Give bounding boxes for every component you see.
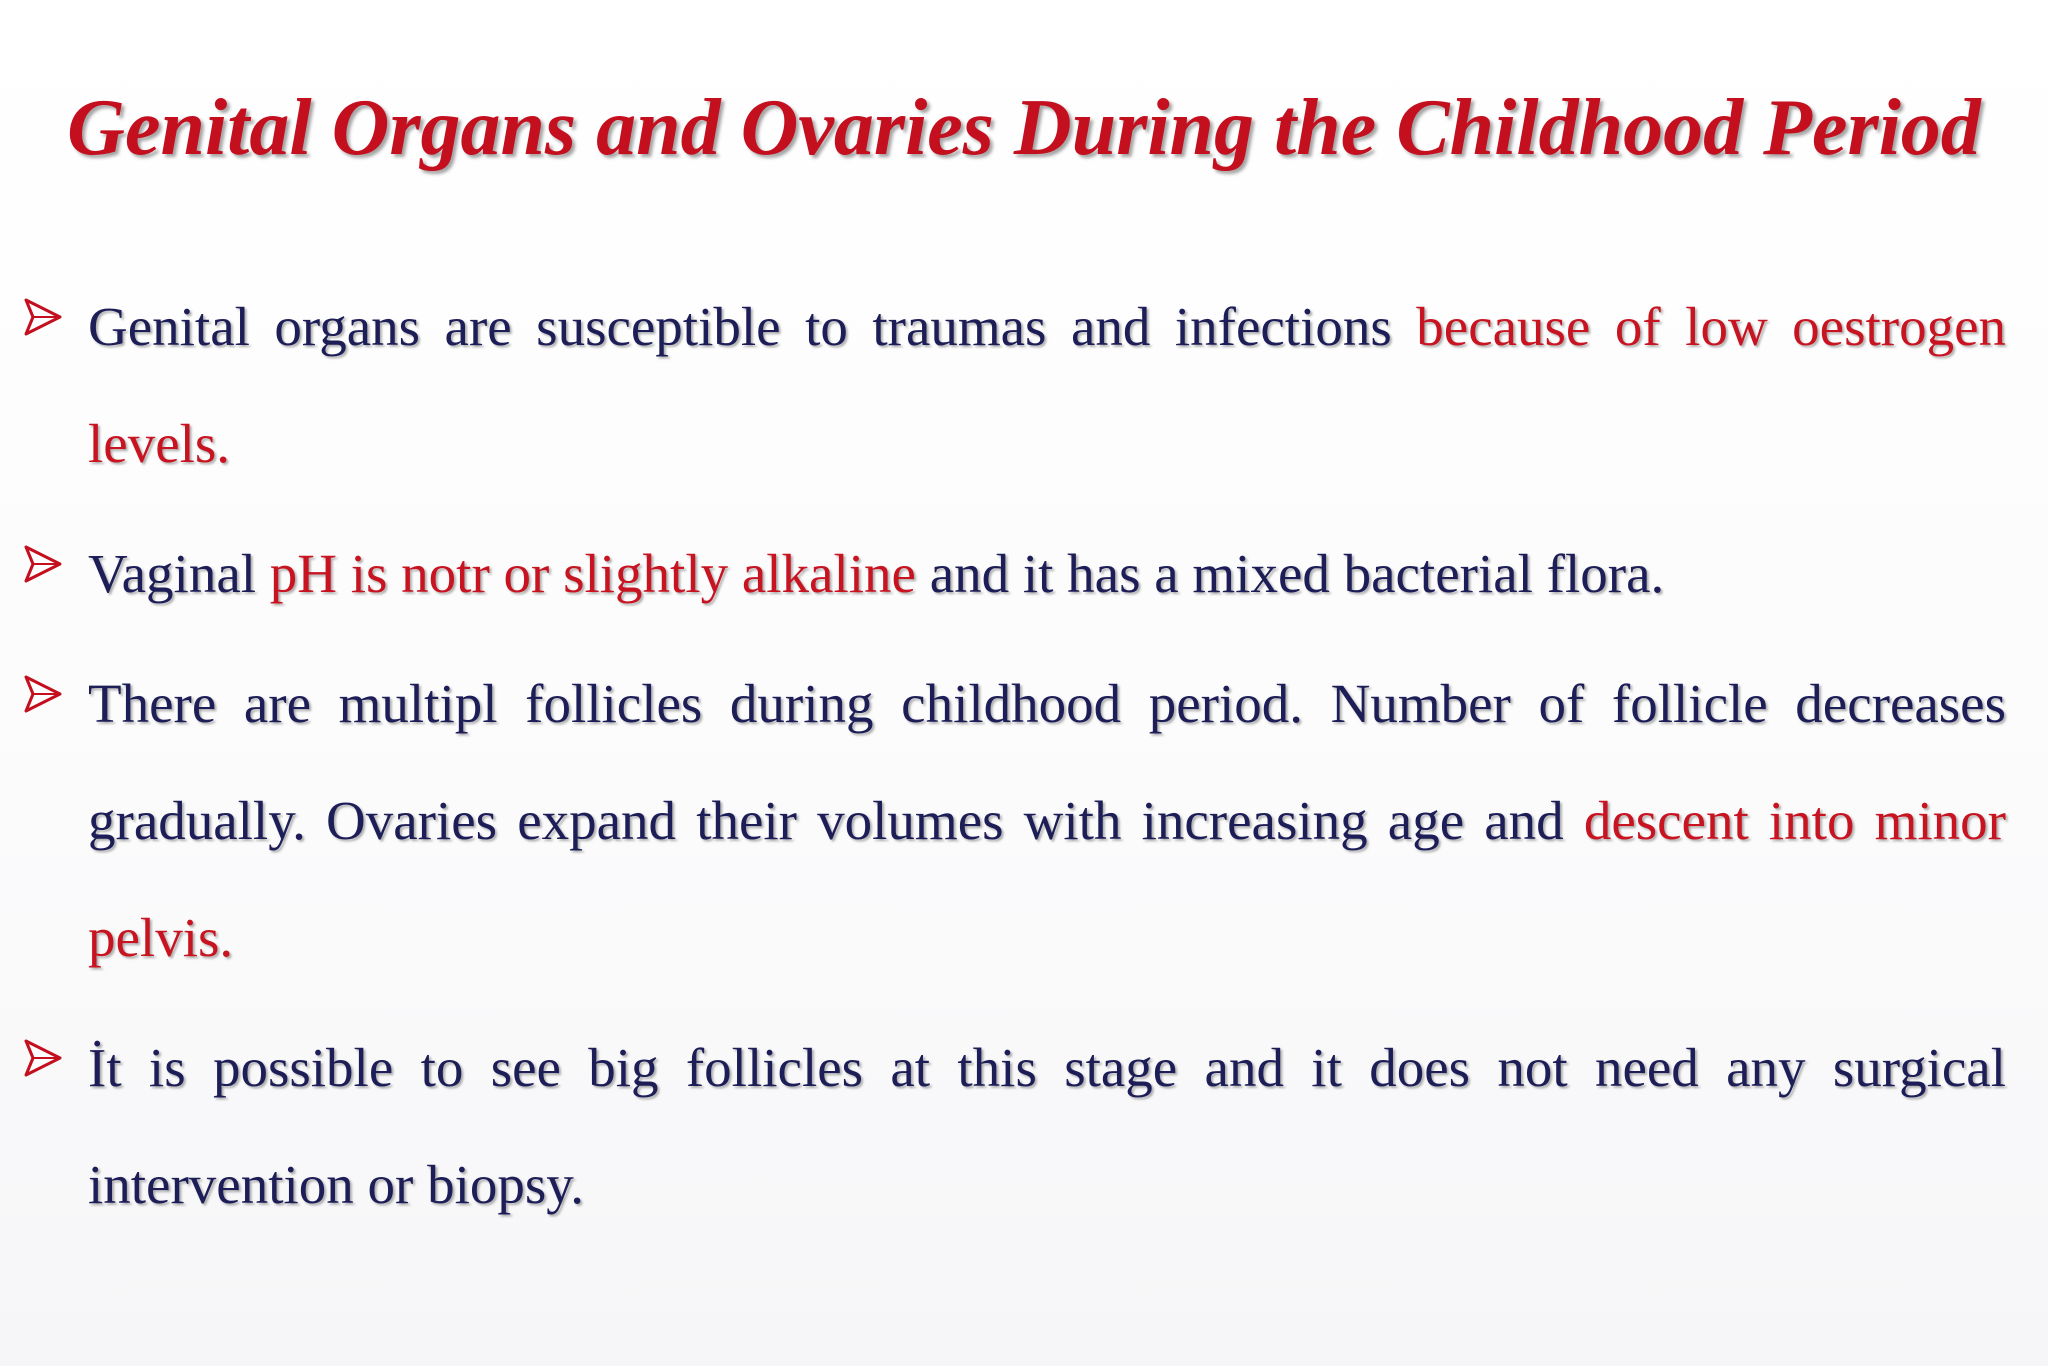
bullet-text (88, 645, 2006, 996)
bullet-item (0, 645, 2048, 996)
bullet-item (0, 515, 2048, 632)
slide-title: Genital Organs and Ovaries During the Childhood Period (67, 84, 1981, 172)
highlighted-text: descent into minor pelvis. (88, 790, 2006, 968)
bullet-text (88, 515, 2006, 632)
bullet-text-segment: and it has a mixed bacterial flora. (915, 543, 1665, 604)
arrow-right-icon (22, 543, 64, 585)
bullet-text (88, 1009, 2006, 1243)
arrow-right-icon (22, 673, 64, 715)
bullet-text-segment: Genital organs are susceptible to traumas and infections (88, 296, 1417, 357)
bullet-text-segment: Vaginal (88, 543, 270, 604)
highlighted-text: pH is notr or slightly alkaline (269, 543, 916, 604)
highlighted-text: because of low oestrogen levels. (88, 296, 2006, 474)
bullet-text (88, 268, 2006, 502)
bullet-list (0, 268, 2048, 1256)
bullet-item (0, 268, 2048, 502)
bullet-text-segment: İt is possible to see big follicles at this stage and it does not need any surgical intervention or biopsy. (88, 1037, 2006, 1215)
arrow-right-icon (22, 296, 64, 338)
bullet-text-segment: There are multipl follicles during childhood period. Number of follicle decreases gradually. Ovaries expand their volumes with increasing age and (88, 673, 2006, 851)
bullet-item (0, 1009, 2048, 1243)
arrow-right-icon (22, 1037, 64, 1079)
